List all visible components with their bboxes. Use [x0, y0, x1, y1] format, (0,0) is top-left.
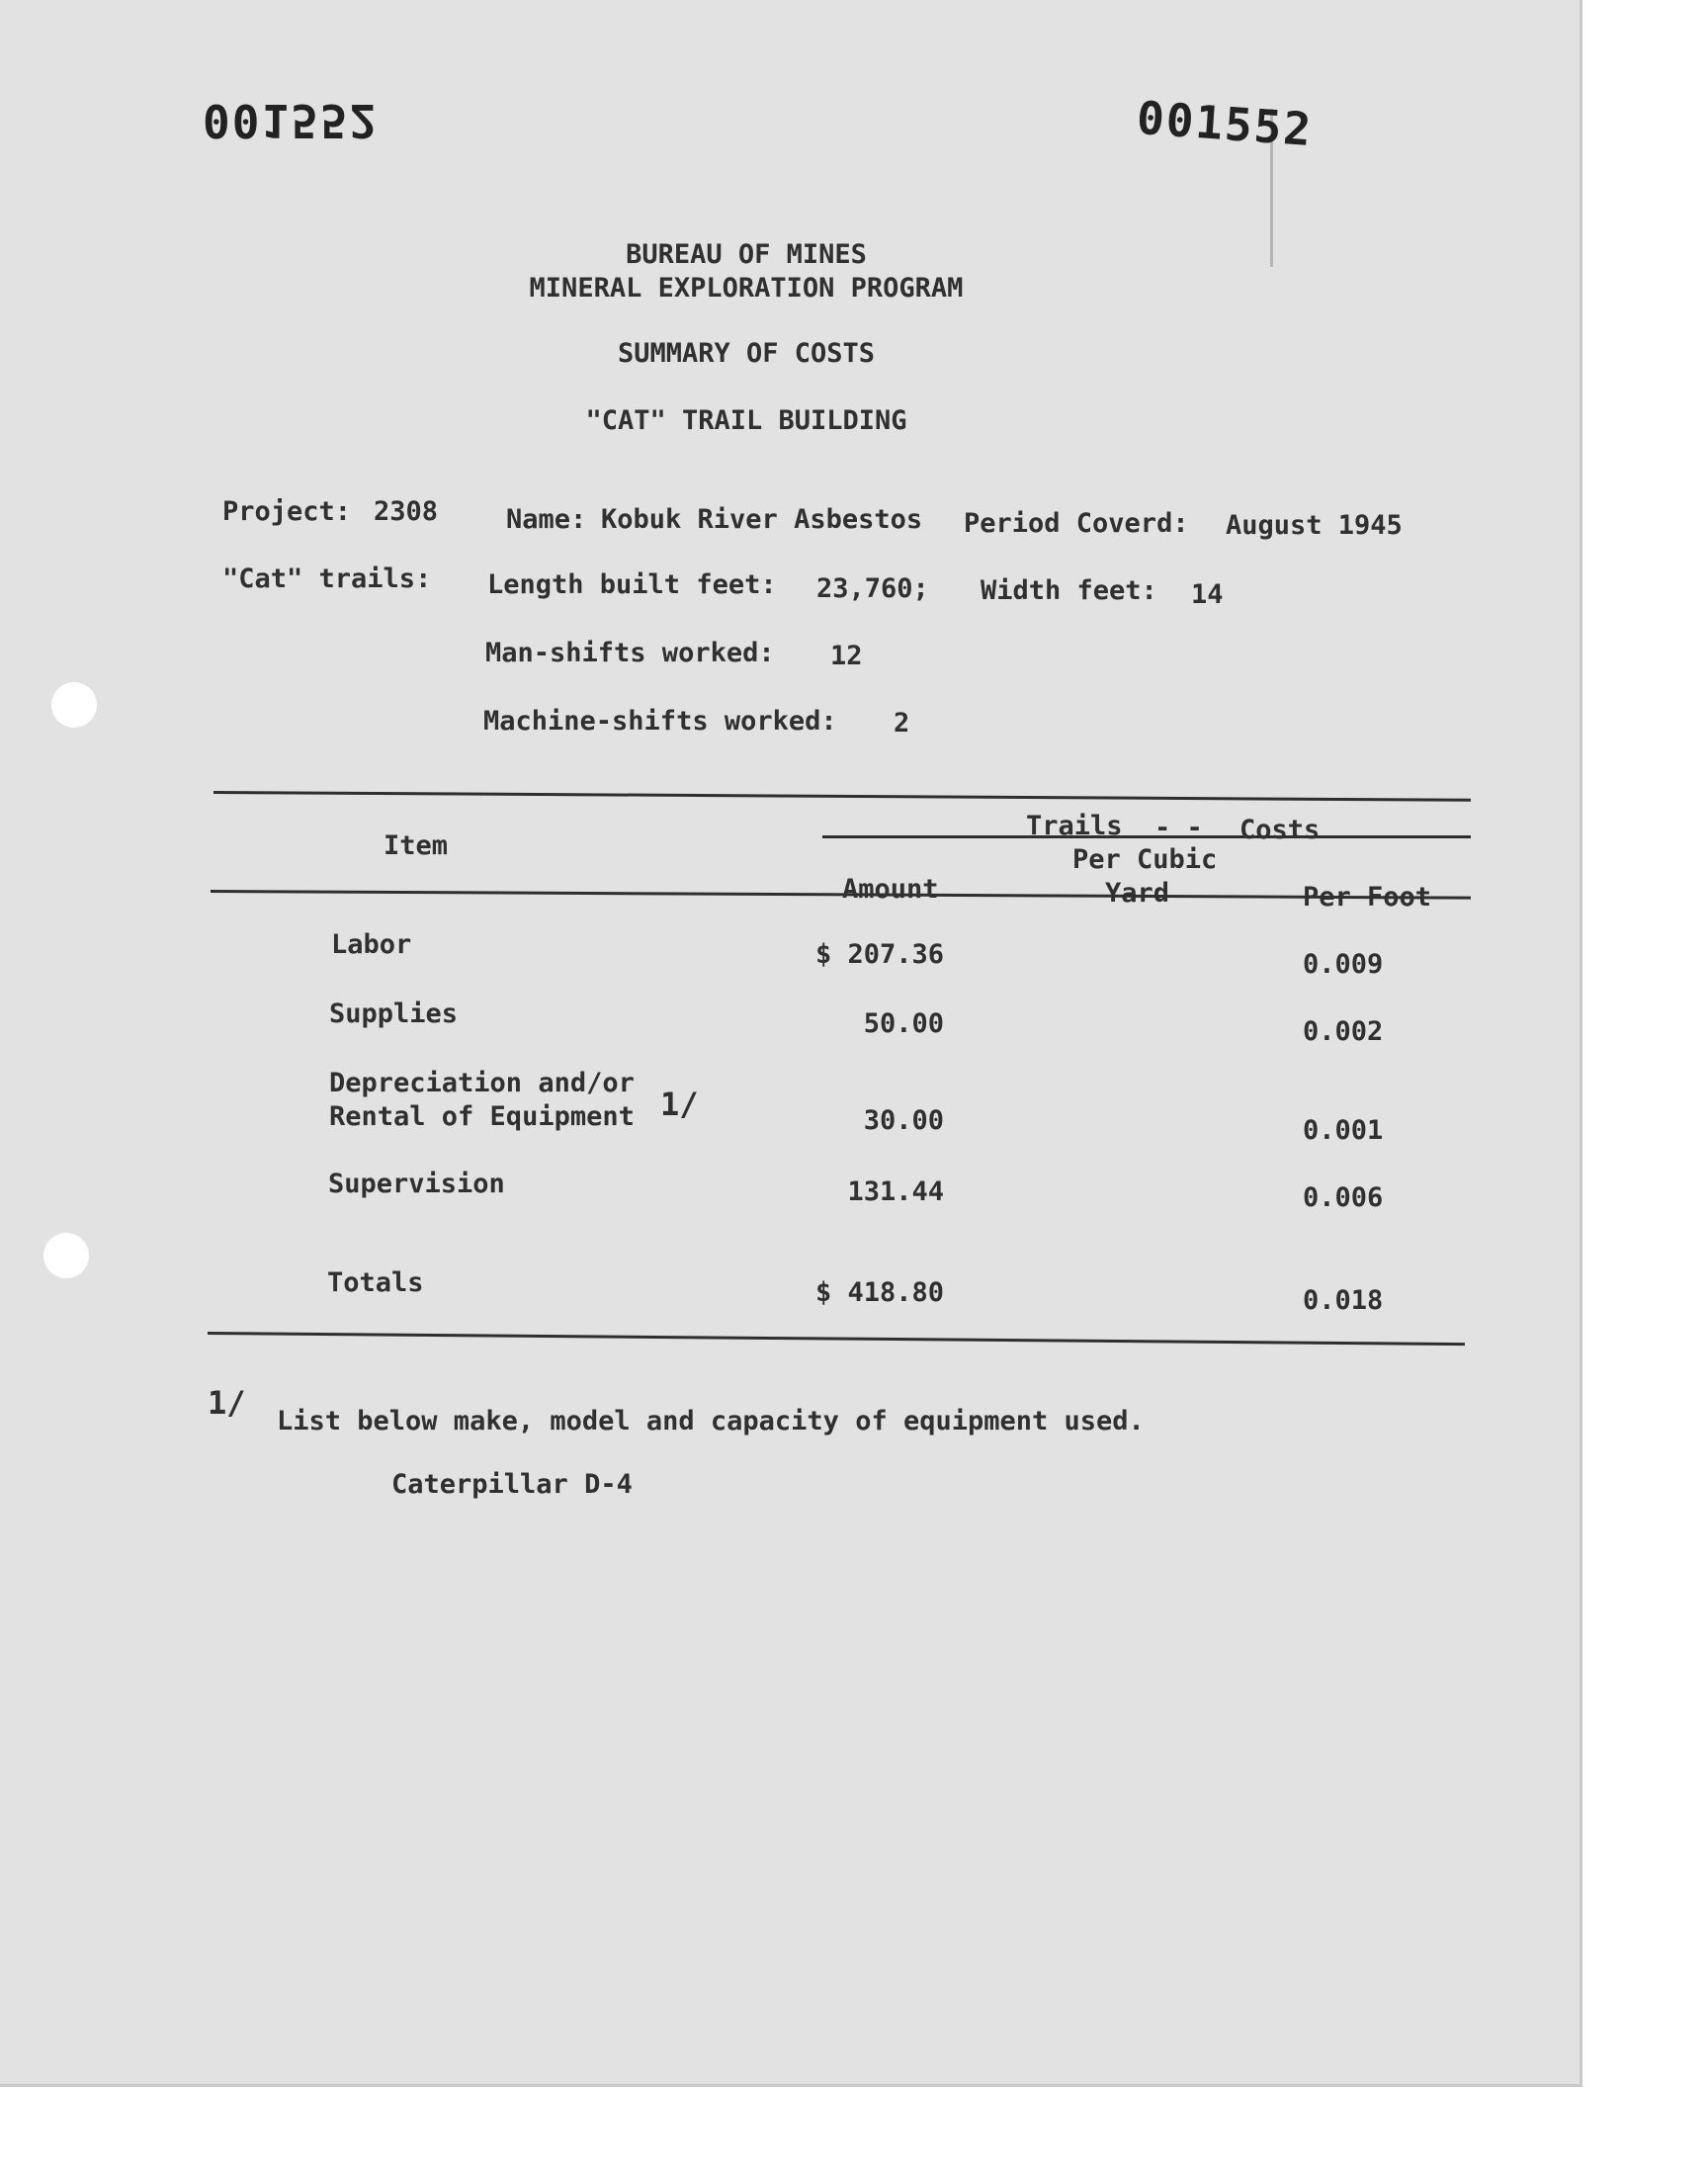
machine-shifts-label: Machine-shifts worked:: [483, 706, 837, 737]
row-amount-supervision: 131.44: [847, 1176, 944, 1207]
table-top-rule: [214, 791, 1471, 802]
totals-amount: $ 418.80: [814, 1277, 944, 1308]
row-item-depreciation-line2: Rental of Equipment: [329, 1101, 635, 1132]
period-label: Period Coverd:: [964, 508, 1189, 539]
footnote-mark: 1/: [208, 1384, 246, 1422]
group-header-costs: Costs: [1239, 815, 1321, 845]
totals-label: Totals: [327, 1267, 424, 1298]
period-value: August 1945: [1226, 510, 1403, 541]
name-label: Name:: [506, 504, 587, 535]
row-item-labor: Labor: [331, 929, 412, 960]
row-amount-depreciation: 30.00: [863, 1105, 944, 1136]
equipment-used: Caterpillar D-4: [391, 1469, 633, 1500]
document-number-stamp-mirrored: 001552: [203, 94, 380, 147]
column-header-per-cubic: Per Cubic: [1072, 844, 1218, 875]
punch-hole: [43, 1233, 89, 1278]
agency-title: BUREAU OF MINES: [626, 239, 867, 270]
row-per-foot-supplies: 0.002: [1303, 1016, 1384, 1047]
trails-label: "Cat" trails:: [222, 564, 432, 594]
length-label: Length built feet:: [487, 569, 777, 600]
column-header-yard: Yard: [1105, 878, 1170, 909]
row-item-supplies: Supplies: [329, 999, 459, 1029]
name-value: Kobuk River Asbestos: [601, 504, 923, 535]
report-title: SUMMARY OF COSTS: [617, 338, 876, 369]
row-per-foot-labor: 0.009: [1303, 949, 1384, 980]
project-value: 2308: [374, 496, 439, 527]
program-title: MINERAL EXPLORATION PROGRAM: [529, 273, 964, 304]
group-header-rule: [822, 835, 1471, 838]
group-header-dash: - -: [1154, 813, 1203, 843]
row-per-foot-supervision: 0.006: [1303, 1182, 1384, 1213]
document-number-stamp: 001552: [1135, 90, 1315, 157]
width-label: Width feet:: [981, 575, 1157, 606]
row-item-depreciation-line1: Depreciation and/or: [329, 1068, 635, 1098]
length-value: 23,760;: [816, 573, 929, 604]
report-subject: "CAT" TRAIL BUILDING: [585, 405, 907, 436]
row-amount-supplies: 50.00: [863, 1008, 944, 1039]
table-bottom-rule: [208, 1332, 1465, 1346]
totals-per-foot: 0.018: [1303, 1285, 1384, 1316]
project-label: Project:: [222, 496, 352, 527]
column-header-rule: [211, 890, 1471, 900]
column-header-item: Item: [384, 830, 449, 861]
machine-shifts-value: 2: [894, 708, 910, 739]
group-header-trails: Trails: [1026, 811, 1123, 841]
man-shifts-value: 12: [830, 641, 863, 671]
row-item-supervision: Supervision: [328, 1169, 505, 1199]
footnote-text: List below make, model and capacity of equipment used.: [277, 1406, 1145, 1436]
column-header-amount: Amount: [842, 874, 939, 905]
row-footnote-mark: 1/: [660, 1086, 699, 1123]
width-value: 14: [1191, 579, 1224, 610]
man-shifts-label: Man-shifts worked:: [485, 638, 775, 668]
punch-hole: [51, 682, 97, 728]
row-amount-labor: $ 207.36: [814, 939, 944, 970]
row-per-foot-depreciation: 0.001: [1303, 1115, 1384, 1146]
column-header-per-foot: Per Foot: [1303, 882, 1432, 913]
